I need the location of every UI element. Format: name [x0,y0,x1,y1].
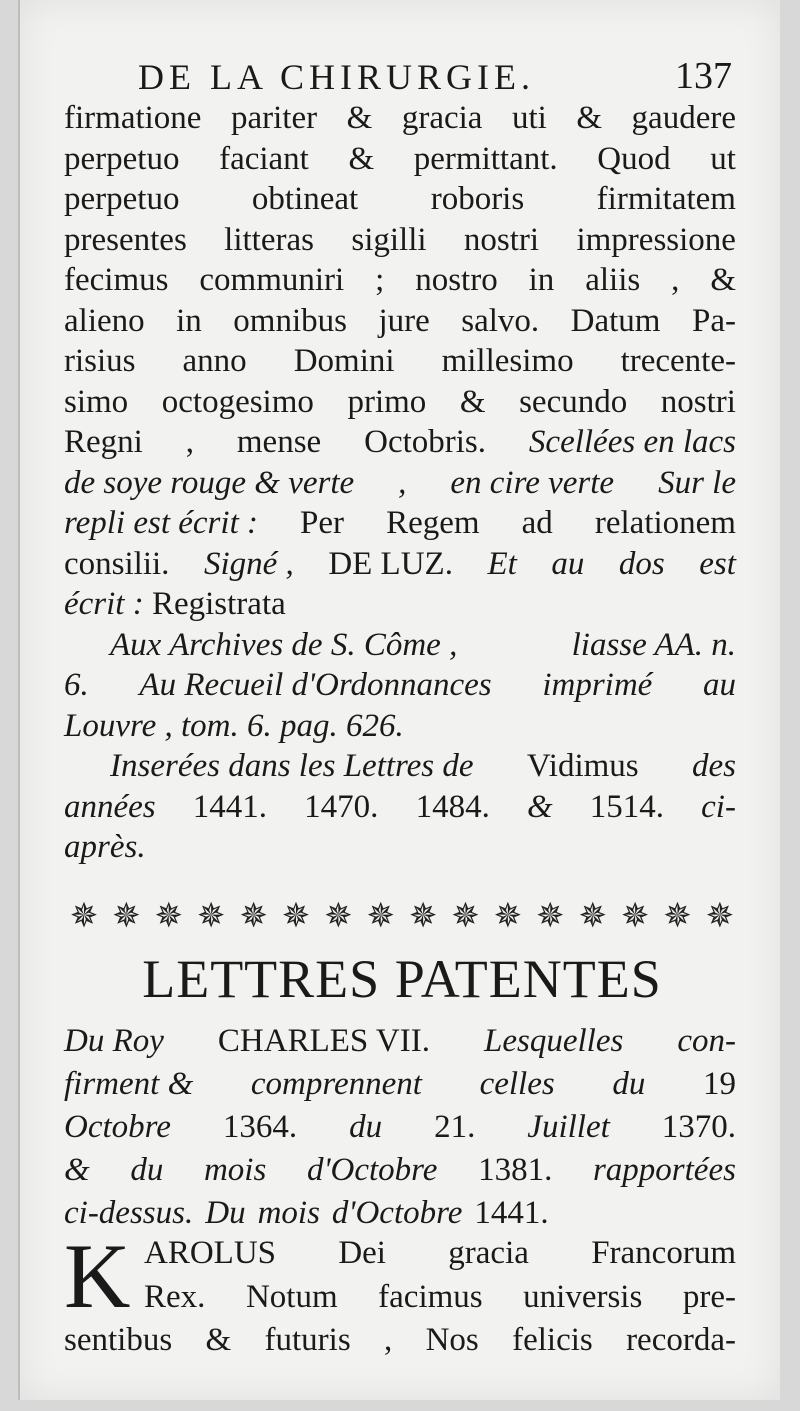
word: Octobre [64,1109,171,1145]
citation-line [64,625,736,666]
number: 21. [434,1109,476,1145]
ornament-icon: ✵ [663,898,692,935]
text-line [64,341,736,382]
text-line [64,301,736,342]
word: pre- [682,1278,736,1315]
word: consilii. [64,545,170,582]
word: des [691,748,736,784]
word: ut [710,140,736,177]
page-number: 137 [675,55,732,97]
citation-text: Au Recueil d'Ordonnances [139,667,492,703]
text-line [64,463,736,504]
word: Juillet [527,1109,610,1145]
word: jure [378,302,430,339]
ornament-icon: ✵ [451,898,480,935]
text-line [64,1276,736,1320]
ornament-icon: ✵ [112,898,141,935]
ornament-icon: ✵ [239,898,268,935]
word: firmatione [64,100,202,136]
citation-line [64,665,736,706]
word: Datum [570,302,661,339]
word: perpetuo [64,140,180,177]
text-line [64,179,736,220]
word: gracia [448,1235,529,1271]
word: Regni [64,424,143,460]
word: nostri [463,221,540,258]
word: AROLUS [144,1235,277,1271]
citation-text: liasse AA. n. [571,626,736,663]
subtitle-line [64,1106,736,1149]
ornament-icon: ✵ [154,898,184,935]
text-line [64,544,736,585]
word: permittant. [413,140,558,177]
word: gaudere [631,100,736,136]
word: omnibus [233,302,347,339]
word: obtineat [251,181,359,217]
word: ad [521,505,553,541]
word: sigilli [351,221,427,258]
word: Du [205,1195,246,1231]
citation-text: 6. [64,667,89,703]
word: salvo. [461,302,540,339]
text-line [64,422,736,463]
italic-phrase: repli est écrit : [64,505,258,541]
word: risius [64,343,136,379]
word: du [130,1152,164,1188]
word: mois [257,1195,320,1231]
word: uti [511,100,547,136]
ornament-icon: ✵ [536,898,565,935]
subtitle-line [64,1192,736,1235]
year: 1470. [304,788,379,825]
citation-text: imprimé [542,667,653,703]
word: & [348,140,375,177]
book-page [18,0,780,1400]
word: con- [677,1023,736,1059]
word: , [398,464,407,501]
word: ci- [701,788,736,825]
word: Et [487,545,517,582]
word: primo [347,383,427,420]
word: in [176,302,202,339]
word: du [349,1109,383,1145]
subtitle-line [64,1020,736,1063]
opening-paragraph [64,1225,736,1363]
word: & [459,383,486,420]
year: 1514. [589,788,665,825]
year: 1441. [192,788,268,825]
word: nostri [660,383,736,420]
word: au [551,545,585,582]
text-line [64,584,736,625]
running-head: DE LA CHIRURGIE. [138,57,535,97]
section-title: LETTRES PATENTES [142,949,662,1009]
citation-line [64,706,736,747]
word: futuris [264,1322,351,1358]
word: Rex. [144,1278,206,1315]
word: nostro [415,262,498,298]
subtitle-line [64,1063,736,1106]
word: celles [479,1066,555,1102]
italic-phrase: Signé , [203,545,294,582]
word: firment & [64,1066,194,1102]
word: est [699,545,736,582]
word: impressione [576,221,736,258]
subtitle-line [64,1149,736,1192]
word: mois [203,1152,267,1188]
word: universis [523,1278,643,1315]
word: firmitatem [596,181,736,217]
word: ; [375,262,385,298]
word: facimus [378,1278,483,1315]
citation-line [64,746,736,787]
year: 1441. [474,1195,549,1231]
italic-phrase: de soye rouge & verte [64,464,355,501]
word: secundo [519,383,628,420]
citation-line [64,827,736,868]
ornament-icon: ✵ [281,898,311,935]
word: dos [618,545,665,582]
text-line [64,220,736,261]
ornament-icon: ✵ [705,898,735,935]
word: ci-dessus. [64,1195,194,1231]
text-line [64,98,736,139]
word: octogesimo [161,383,314,420]
italic-phrase: Scellées en lacs [528,424,736,460]
word: & [346,100,373,136]
word: fecimus [64,262,169,298]
text-line [64,139,736,180]
word: & [710,262,736,298]
italic-phrase: écrit : [64,586,144,622]
ornament-icon: ✵ [408,898,438,935]
ornament-icon: ✵ [196,898,226,935]
word: faciant [219,140,309,177]
word: anno [182,343,247,379]
ornament-icon: ✵ [69,898,99,935]
year: 1381. [478,1152,553,1188]
word: Vidimus [526,748,639,784]
year: 1370. [661,1109,736,1145]
word: mense [236,424,322,460]
word: alieno [64,302,145,339]
word: Octobris. [364,424,487,460]
ornament-icon: ✵ [324,898,353,935]
number: 19 [703,1066,736,1102]
word: comprennent [250,1066,422,1102]
citation-text: au [702,667,736,703]
word: felicis [512,1322,593,1358]
word: Pa- [691,302,736,339]
section-subtitle [64,1020,736,1235]
word: perpetuo [64,181,180,217]
word: après. [64,829,146,865]
word: pariter [230,100,318,136]
word: , [185,424,194,460]
word: Dei [338,1235,386,1271]
text-line [64,1319,736,1363]
word: & [64,1152,90,1188]
word: recorda- [626,1322,736,1358]
word: Notum [245,1278,338,1315]
text-line [64,382,736,423]
word: Du Roy [64,1023,164,1059]
signatory-name: DE LUZ. [328,545,453,582]
italic-phrase: en cire verte [450,464,615,501]
word: aliis [585,262,641,298]
word: Francorum [591,1235,736,1271]
word: Quod [597,140,671,177]
ornament-icon: ✵ [620,898,650,935]
drop-cap: K [64,1225,131,1327]
ornament-icon: ✵ [493,898,523,935]
year: 1484. [415,788,490,825]
word: sentibus [64,1322,173,1358]
word: années [64,788,156,825]
word: relationem [594,505,736,541]
word: in [528,262,555,298]
citation-text: Louvre , tom. 6. pag. 626. [64,707,404,744]
citation-line [64,787,736,828]
citation-text: Aux Archives de S. Côme , [110,626,458,663]
ornament-icon: ✵ [366,898,395,935]
word: Lesquelles [484,1023,624,1059]
king-name: CHARLES VII. [217,1023,430,1059]
word: simo [64,383,129,420]
word: litteras [224,221,314,258]
ornament-band [64,893,740,939]
word: communiri [199,262,345,298]
main-text [64,98,736,868]
ornament-icon: ✵ [578,898,607,935]
word: Per [300,505,345,541]
word: roboris [430,181,525,217]
word: & [205,1322,232,1358]
word: Nos [425,1322,479,1358]
word: presentes [64,221,187,258]
word: Domini [293,343,395,379]
word: Regem [386,505,480,541]
word: , [384,1322,393,1358]
word: d'Octobre [306,1152,438,1188]
citation-text: Inserées dans les Lettres de [110,748,474,784]
word: Registrata [143,586,286,622]
word: trecente- [620,343,736,379]
page-header [20,52,732,102]
word: gracia [401,100,483,136]
year: 1364. [222,1109,298,1145]
word: & [526,788,553,825]
word: rapportées [592,1152,736,1188]
word: & [576,100,603,136]
text-line [64,260,736,301]
word: du [612,1066,646,1102]
word: millesimo [441,343,574,379]
text-line [64,1232,736,1276]
text-line [64,503,736,544]
word: , [671,262,680,298]
italic-phrase: Sur le [658,464,736,501]
word: d'Octobre [331,1195,463,1231]
